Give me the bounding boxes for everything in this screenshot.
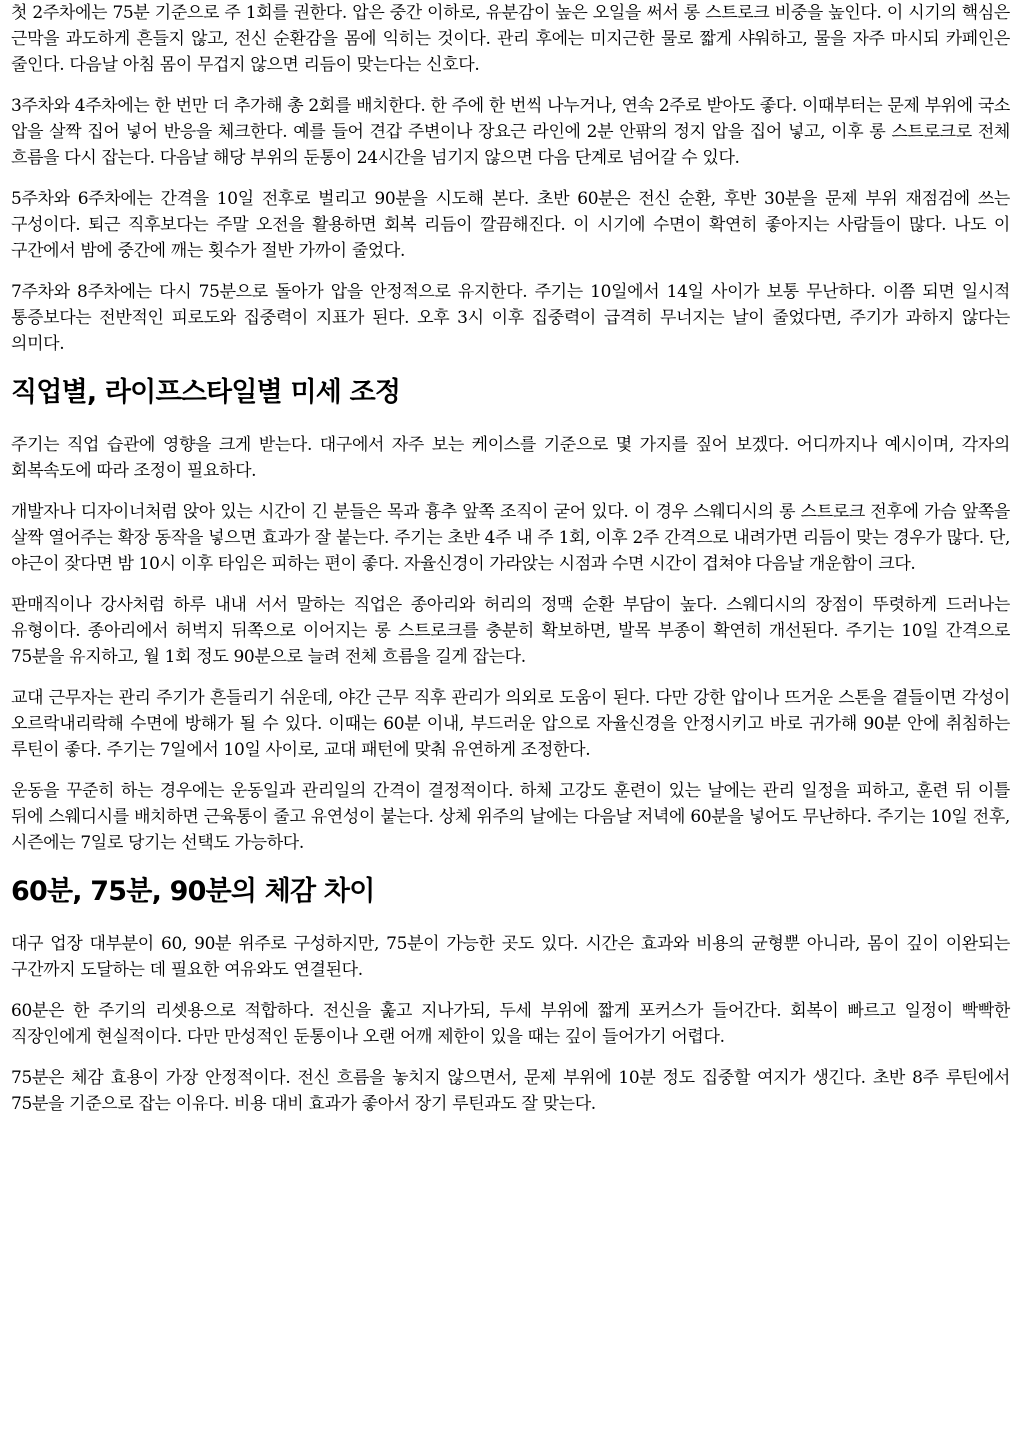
section-heading-duration: 60분, 75분, 90분의 체감 차이	[11, 876, 375, 907]
paragraph-week-3-4: 3주차와 4주차에는 한 번만 더 추가해 총 2회를 배치한다. 한 주에 한 번씩 나누거나, 연속 2주로 받아도 좋다. 이때부터는 문제 부위에 국소 압을 살짝 집어 넣어 반응을 체크한다. 예를 들어 견갑 주변이나 장요근 라인에 2분 안팎의 정지 압을 집어 넣고, 이후 롱 스트로크로 전체 흐름을 다시 잡는다. 다음날 해당 부위의 둔통이 24시간을 넘기지 않으면 다음 단계로 넘어갈 수 있다.	[11, 96, 1010, 168]
paragraph-duration-60: 60분은 한 주기의 리셋용으로 적합하다. 전신을 훑고 지나가되, 두세 부위에 짧게 포커스가 들어간다. 회복이 빠르고 일정이 빡빡한 직장인에게 현실적이다. 다만 만성적인 둔통이나 오랜 어깨 제한이 있을 때는 깊이 들어가기 어렵다.	[11, 1001, 1010, 1047]
paragraph-jobs-desk: 개발자나 디자이너처럼 앉아 있는 시간이 긴 분들은 목과 흉추 앞쪽 조직이 굳어 있다. 이 경우 스웨디시의 롱 스트로크 전후에 가슴 앞쪽을 살짝 열어주는 확장 동작을 넣으면 효과가 잘 붙는다. 주기는 초반 4주 내 주 1회, 이후 2주 간격으로 내려가면 리듬이 맞는 경우가 많다. 단, 야근이 잦다면 밤 10시 이후 타임은 피하는 편이 좋다. 자율신경이 가라앉는 시점과 수면 시간이 겹쳐야 다음날 개운함이 크다.	[11, 502, 1010, 574]
paragraph-jobs-standing: 판매직이나 강사처럼 하루 내내 서서 말하는 직업은 종아리와 허리의 정맥 순환 부담이 높다. 스웨디시의 장점이 뚜렷하게 드러나는 유형이다. 종아리에서 허벅지 뒤쪽으로 이어지는 롱 스트로크를 충분히 확보하면, 발목 부종이 확연히 개선된다. 주기는 10일 간격으로 75분을 유지하고, 월 1회 정도 90분으로 늘려 전체 흐름을 길게 잡는다.	[11, 595, 1010, 667]
paragraph-jobs-exercise: 운동을 꾸준히 하는 경우에는 운동일과 관리일의 간격이 결정적이다. 하체 고강도 훈련이 있는 날에는 관리 일정을 피하고, 훈련 뒤 이틀 뒤에 스웨디시를 배치하면 근육통이 줄고 유연성이 붙는다. 상체 위주의 날에는 다음날 저녁에 60분을 넣어도 무난하다. 주기는 10일 전후, 시즌에는 7일로 당기는 선택도 가능하다.	[11, 781, 1010, 853]
paragraph-week-7-8: 7주차와 8주차에는 다시 75분으로 돌아가 압을 안정적으로 유지한다. 주기는 10일에서 14일 사이가 보통 무난하다. 이쯤 되면 일시적 통증보다는 전반적인 피로도와 집중력이 지표가 된다. 오후 3시 이후 집중력이 급격히 무너지는 날이 줄었다면, 주기가 과하지 않다는 의미다.	[11, 282, 1010, 354]
paragraph-week-1-2: 첫 2주차에는 75분 기준으로 주 1회를 권한다. 압은 중간 이하로, 유분감이 높은 오일을 써서 롱 스트로크 비중을 높인다. 이 시기의 핵심은 근막을 과도하게 흔들지 않고, 전신 순환감을 몸에 익히는 것이다. 관리 후에는 미지근한 물로 짧게 샤워하고, 물을 자주 마시되 카페인은 줄인다. 다음날 아침 몸이 무겁지 않으면 리듬이 맞는다는 신호다.	[11, 3, 1010, 75]
paragraph-duration-intro: 대구 업장 대부분이 60, 90분 위주로 구성하지만, 75분이 가능한 곳도 있다. 시간은 효과와 비용의 균형뿐 아니라, 몸이 깊이 이완되는 구간까지 도달하는 데 필요한 여유와도 연결된다.	[11, 934, 1010, 980]
paragraph-jobs-shift: 교대 근무자는 관리 주기가 흔들리기 쉬운데, 야간 근무 직후 관리가 의외로 도움이 된다. 다만 강한 압이나 뜨거운 스톤을 곁들이면 각성이 오르락내리락해 수면에 방해가 될 수 있다. 이때는 60분 이내, 부드러운 압으로 자율신경을 안정시키고 바로 귀가해 90분 안에 취침하는 루틴이 좋다. 주기는 7일에서 10일 사이로, 교대 패턴에 맞춰 유연하게 조정한다.	[11, 688, 1010, 760]
paragraph-jobs-intro: 주기는 직업 습관에 영향을 크게 받는다. 대구에서 자주 보는 케이스를 기준으로 몇 가지를 짚어 보겠다. 어디까지나 예시이며, 각자의 회복속도에 따라 조정이 필요하다.	[11, 435, 1010, 481]
paragraph-duration-75: 75분은 체감 효용이 가장 안정적이다. 전신 흐름을 놓치지 않으면서, 문제 부위에 10분 정도 집중할 여지가 생긴다. 초반 8주 루틴에서 75분을 기준으로 잡는 이유다. 비용 대비 효과가 좋아서 장기 루틴과도 잘 맞는다.	[11, 1068, 1010, 1114]
paragraph-week-5-6: 5주차와 6주차에는 간격을 10일 전후로 벌리고 90분을 시도해 본다. 초반 60분은 전신 순환, 후반 30분을 문제 부위 재점검에 쓰는 구성이다. 퇴근 직후보다는 주말 오전을 활용하면 회복 리듬이 깔끔해진다. 이 시기에 수면이 확연히 좋아지는 사람들이 많다. 나도 이 구간에서 밤에 중간에 깨는 횟수가 절반 가까이 줄었다.	[11, 189, 1010, 261]
section-heading-jobs: 직업별, 라이프스타일별 미세 조정	[11, 377, 401, 408]
